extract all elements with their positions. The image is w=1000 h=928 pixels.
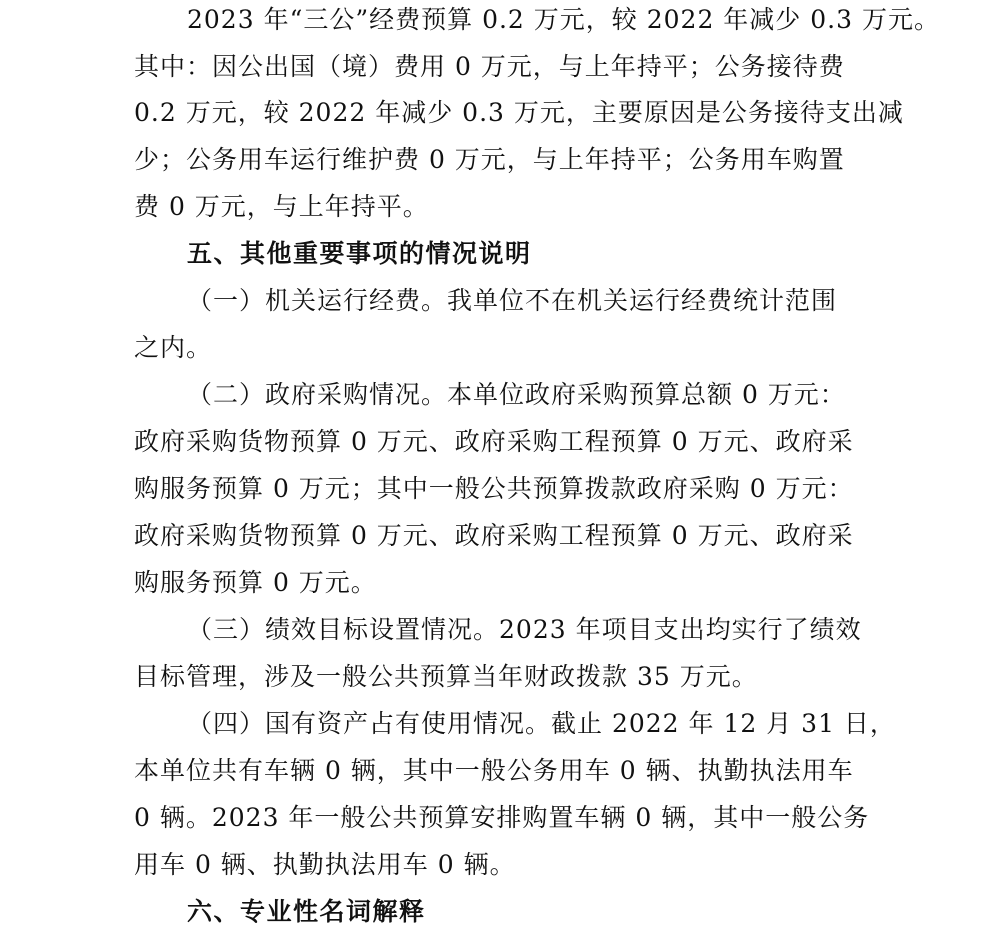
paragraph-line: （一）机关运行经费。我单位不在机关运行经费统计范围	[187, 286, 838, 315]
paragraph-line: 之内。	[134, 333, 213, 362]
paragraph-line: 政府采购货物预算 0 万元、政府采购工程预算 0 万元、政府采	[134, 521, 854, 550]
paragraph-line: 其中：因公出国（境）费用 0 万元，与上年持平；公务接待费	[134, 52, 845, 81]
paragraph-line: 少；公务用车运行维护费 0 万元，与上年持平；公务用车购置	[134, 145, 845, 174]
paragraph-line: 0.2 万元，较 2022 年减少 0.3 万元，主要原因是公务接待支出减	[134, 98, 904, 127]
section-heading: 六、专业性名词解释	[187, 897, 426, 926]
paragraph-line: 2023 年“三公”经费预算 0.2 万元，较 2022 年减少 0.3 万元。	[187, 5, 940, 34]
paragraph-line: 目标管理，涉及一般公共预算当年财政拨款 35 万元。	[134, 662, 758, 691]
paragraph-line: 0 辆。2023 年一般公共预算安排购置车辆 0 辆，其中一般公务	[134, 803, 870, 832]
paragraph-line: 用车 0 辆、执勤执法用车 0 辆。	[134, 850, 516, 879]
paragraph-line: 购服务预算 0 万元。	[134, 568, 377, 597]
section-heading: 五、其他重要事项的情况说明	[187, 239, 532, 268]
paragraph-line: （二）政府采购情况。本单位政府采购预算总额 0 万元：	[187, 380, 846, 409]
paragraph-line: 政府采购货物预算 0 万元、政府采购工程预算 0 万元、政府采	[134, 427, 854, 456]
paragraph-line: 购服务预算 0 万元；其中一般公共预算拨款政府采购 0 万元：	[134, 474, 854, 503]
paragraph-line: （三）绩效目标设置情况。2023 年项目支出均实行了绩效	[187, 615, 862, 644]
paragraph-line: 费 0 万元，与上年持平。	[134, 192, 429, 221]
paragraph-line: 本单位共有车辆 0 辆，其中一般公务用车 0 辆、执勤执法用车	[134, 756, 854, 785]
paragraph-line: （四）国有资产占有使用情况。截止 2022 年 12 月 31 日，	[187, 709, 896, 738]
